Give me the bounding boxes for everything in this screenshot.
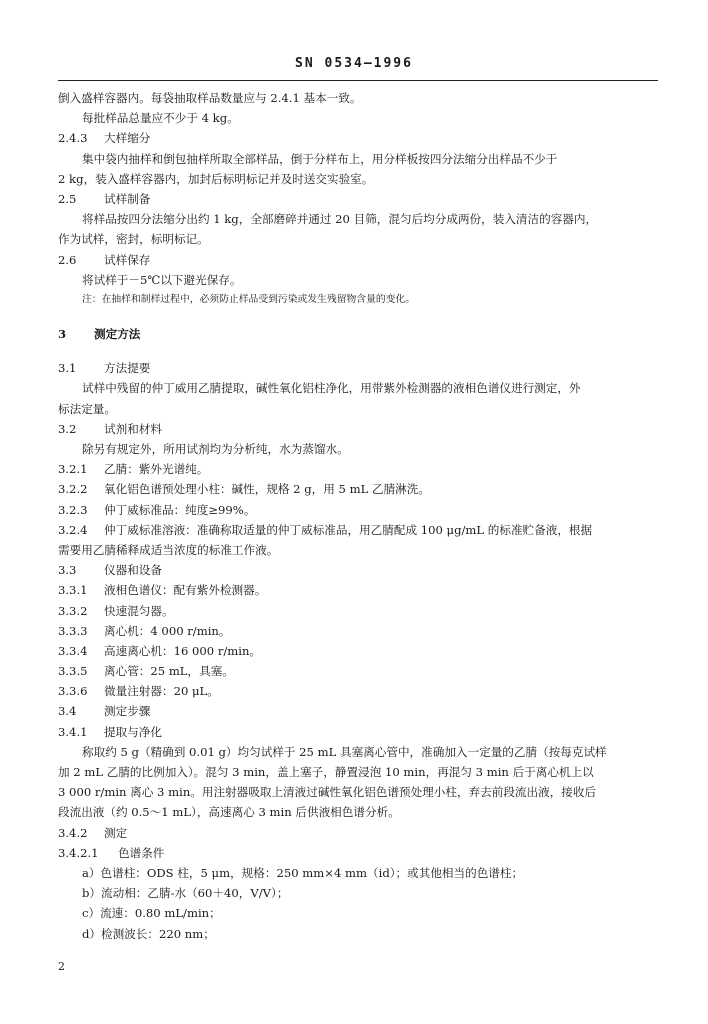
line-text: 测定步骤: [104, 704, 151, 719]
text-line: [58, 324, 658, 344]
text-line: [58, 149, 658, 169]
line-text: 离心机：4 000 r/min。: [104, 623, 231, 638]
line-text: 仲丁威标准溶液：准确称取适量的仲丁威标准品，用乙腈配成 100 μg/mL 的标准贮备液，根据: [104, 522, 593, 537]
text-line: [58, 782, 658, 802]
clause-number: 3.2.4: [58, 522, 88, 537]
line-text: 试样制备: [104, 191, 151, 206]
text-line: [58, 189, 658, 209]
line-text: 将样品按四分法缩分出约 1 kg，全部磨碎并通过 20 目筛，混匀后均分成两份，装入清洁的容器内，: [82, 212, 598, 227]
clause-number: 3.4.2.1: [58, 845, 99, 860]
line-text: 倒入盛样容器内。每袋抽取样品数量应与 2.4.1 基本一致。: [58, 91, 362, 105]
clause-number: 3.4.2: [58, 825, 88, 840]
line-text: 段流出液（约 0.5～1 mL），高速离心 3 min 后供液相色谱分析。: [58, 805, 400, 820]
text-line: [58, 479, 658, 499]
text-line: [58, 742, 658, 762]
line-text: 将试样于－5℃以下避光保存。: [82, 272, 242, 287]
text-line: [58, 128, 658, 148]
clause-number: 3.3.1: [58, 583, 88, 598]
line-text: 标法定量。: [58, 401, 116, 416]
line-text: 液相色谱仪：配有紫外检测器。: [104, 583, 267, 598]
line-text: 需要用乙腈稀释成适当浓度的标准工作液。: [58, 542, 279, 557]
line-text: 仪器和设备: [104, 563, 162, 578]
clause-number: 3.3.6: [58, 684, 88, 699]
clause-number: 3.2.1: [58, 462, 88, 477]
line-text: 乙腈：紫外光谱纯。: [104, 462, 209, 477]
line-text: 作为试样，密封，标明标记。: [58, 232, 209, 247]
clause-number: 3.2.2: [58, 482, 88, 497]
header-rule: [58, 80, 658, 81]
clause-number: 3.4.1: [58, 724, 88, 739]
text-line: [58, 270, 658, 290]
text-line: [58, 520, 658, 540]
text-line: [58, 250, 658, 270]
line-text: c）流速：0.80 mL/min；: [82, 906, 221, 921]
text-line: [58, 823, 658, 843]
text-line: [58, 439, 658, 459]
text-line: [58, 540, 658, 560]
text-line: [58, 459, 658, 479]
line-text: 高速离心机：16 000 r/min。: [104, 643, 262, 658]
line-text: 提取与净化: [104, 724, 162, 739]
text-line: [58, 802, 658, 822]
line-text: 每批样品总量应不少于 4 kg。: [82, 111, 239, 126]
clause-number: 3.3: [58, 563, 77, 578]
text-line: [58, 621, 658, 641]
text-line: [58, 209, 658, 229]
page-number: 2: [58, 960, 65, 973]
standard-header: SN 0534—1996: [295, 56, 413, 71]
line-text: 3 000 r/min 离心 3 min。用注射器吸取上清液过碱性氧化铝色谱预处理小柱，弃去前段流出液，接收后: [58, 785, 597, 800]
line-text: 试剂和材料: [104, 421, 162, 436]
text-line: [58, 701, 658, 721]
line-text: 大样缩分: [104, 131, 151, 146]
line-text: b）流动相：乙腈-水（60＋40，V/V）；: [82, 886, 289, 901]
clause-number: 3.3.3: [58, 623, 88, 638]
text-line: [58, 419, 658, 439]
line-text: 2 kg，装入盛样容器内，加封后标明标记并及时送交实验室。: [58, 171, 374, 186]
line-text: 氧化铝色谱预处理小柱：碱性，规格 2 g，用 5 mL 乙腈淋洗。: [104, 482, 430, 497]
clause-number: 3.3.5: [58, 664, 88, 679]
line-text: 注：在抽样和制样过程中，必须防止样品受到污染或发生残留物含量的变化。: [82, 293, 416, 305]
text-line: [58, 560, 658, 580]
text-line: [58, 863, 658, 883]
text-line: [58, 229, 658, 249]
text-line: [58, 601, 658, 621]
text-line: [58, 500, 658, 520]
text-line: [58, 903, 658, 923]
line-text: 方法提要: [104, 361, 151, 376]
text-line: [58, 883, 658, 903]
line-text: a）色谱柱：ODS 柱，5 μm，规格：250 mm×4 mm（id）；或其他相当的色谱柱；: [82, 865, 524, 880]
line-text: 测定方法: [94, 327, 141, 342]
line-text: 微量注射器：20 μL。: [104, 684, 219, 699]
clause-number: 3.2: [58, 421, 77, 436]
text-line: [58, 722, 658, 742]
text-line: [58, 399, 658, 419]
line-text: 加 2 mL 乙腈的比例加入）。混匀 3 min，盖上塞子，静置浸泡 10 min，再混匀 3 min 后于离心机上以: [58, 765, 594, 779]
text-line: [58, 169, 658, 189]
line-text: 试样中残留的仲丁威用乙腈提取，碱性氧化铝柱净化，用带紫外检测器的液相色谱仪进行测定，外: [82, 381, 581, 396]
line-text: 色谱条件: [118, 845, 165, 860]
line-text: 集中袋内抽样和倒包抽样所取全部样品，倒于分样布上，用分样板按四分法缩分出样品不少于: [82, 151, 558, 166]
text-line: [58, 762, 658, 782]
clause-number: 2.6: [58, 252, 77, 267]
text-line: [58, 661, 658, 681]
clause-number: 2.4.3: [58, 131, 88, 146]
line-text: 快速混匀器。: [104, 603, 174, 618]
text-line: [58, 108, 658, 128]
clause-number: 3.3.4: [58, 643, 88, 658]
clause-number: 3.4: [58, 704, 77, 719]
text-line: [58, 681, 658, 701]
line-text: 离心管：25 mL，具塞。: [104, 664, 234, 679]
clause-number: 3: [58, 327, 67, 342]
text-line: [58, 88, 658, 108]
clause-number: 2.5: [58, 191, 77, 206]
text-line: [58, 843, 658, 863]
text-line: [58, 290, 658, 310]
document-body: [58, 88, 658, 944]
clause-number: 3.3.2: [58, 603, 88, 618]
line-text: 测定: [104, 825, 128, 840]
line-text: 称取约 5 g（精确到 0.01 g）均匀试样于 25 mL 具塞离心管中，准确加入一定量的乙腈（按每克试样: [82, 744, 607, 759]
text-line: [58, 378, 658, 398]
line-text: 试样保存: [104, 252, 151, 267]
line-text: 除另有规定外，所用试剂均为分析纯，水为蒸馏水。: [82, 442, 349, 456]
clause-number: 3.2.3: [58, 502, 88, 517]
line-text: 仲丁威标准品：纯度≥99%。: [104, 502, 256, 517]
text-line: [58, 580, 658, 600]
text-line: [58, 924, 658, 944]
clause-number: 3.1: [58, 361, 77, 376]
line-text: d）检测波长：220 nm；: [82, 926, 215, 941]
text-line: [58, 641, 658, 661]
text-line: [58, 358, 658, 378]
